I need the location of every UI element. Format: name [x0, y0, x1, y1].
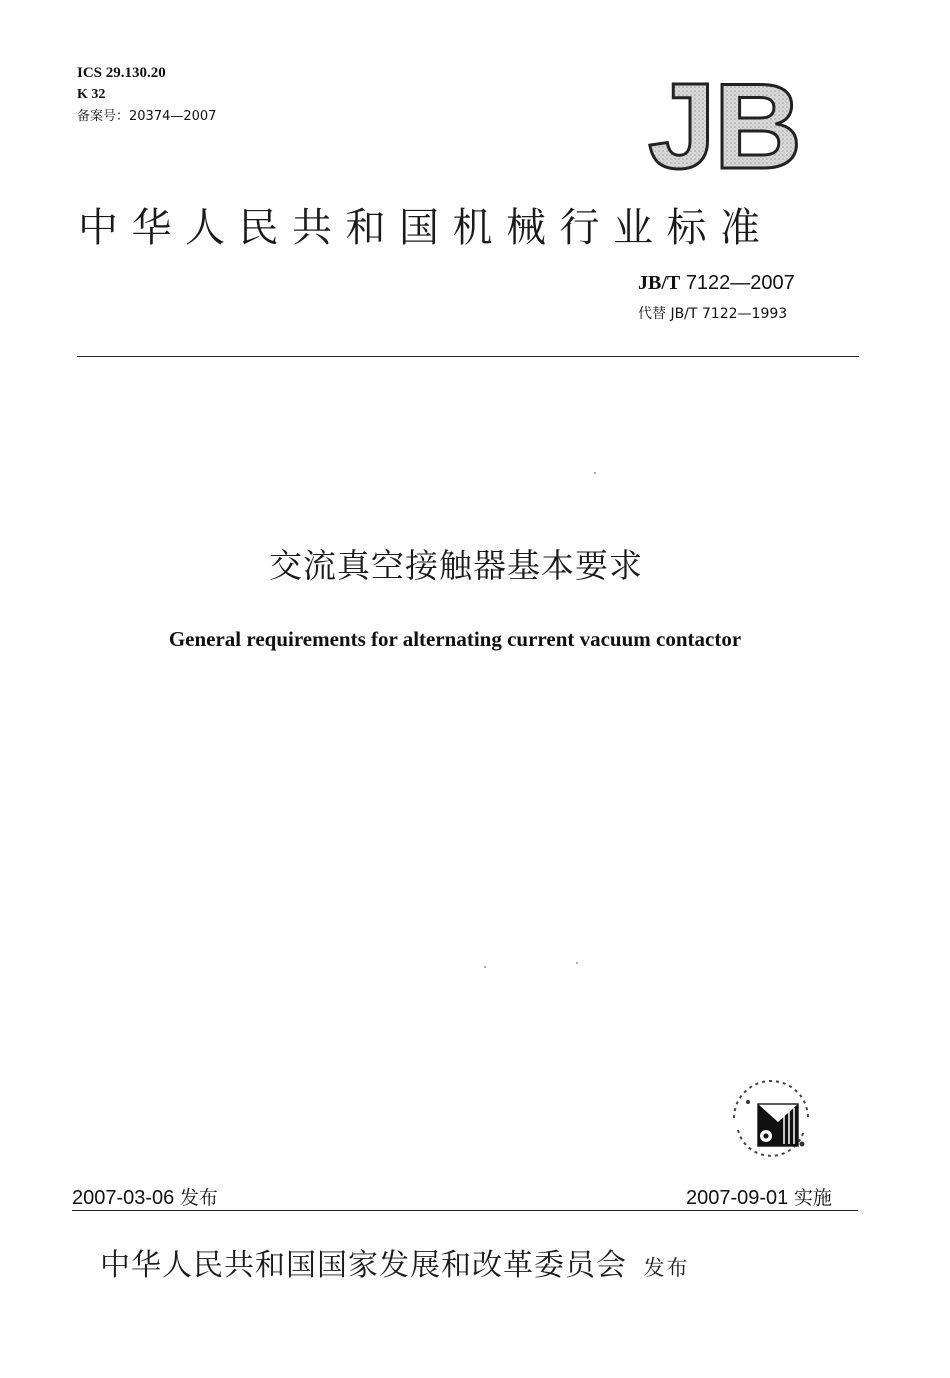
standard-code-number: 7122—2007: [685, 272, 795, 294]
issue-date-value: 2007-03-06: [72, 1187, 175, 1209]
publisher-name: 中华人民共和国国家发展和改革委员会: [100, 1248, 627, 1283]
implementation-date: [686, 1183, 832, 1210]
jb-logo: [634, 70, 814, 182]
scan-speck: [576, 962, 578, 964]
replaces-standard: 代替 JB/T 7122—1993: [638, 306, 788, 322]
implementation-date-value: 2007-09-01: [686, 1187, 789, 1209]
ccs-code: K 32: [77, 87, 106, 102]
implementation-date-suffix: 实施: [793, 1187, 832, 1209]
standard-code-prefix: JB/T: [638, 272, 681, 294]
title-chinese: 交流真空接触器基本要求: [269, 546, 643, 585]
header-divider: [77, 356, 859, 357]
logo-text: JB: [648, 70, 800, 182]
registration-number: 备案号：20374—2007: [77, 109, 217, 124]
title-english: General requirements for alternating current vacuum contactor: [168, 627, 742, 651]
publisher-seal-icon: [726, 1078, 816, 1160]
scan-speck: [484, 966, 486, 968]
standard-category-title: 中华人民共和国机械行业标准: [78, 205, 774, 251]
issue-date-suffix: 发布: [179, 1187, 218, 1209]
footer-divider: [72, 1210, 858, 1211]
publisher: [100, 1240, 690, 1284]
header-metadata: [77, 62, 216, 128]
issue-date: [72, 1183, 218, 1210]
scan-speck: [594, 472, 596, 474]
ics-code: ICS 29.130.20: [77, 65, 166, 81]
standard-code: [638, 272, 795, 295]
publisher-suffix: 发布: [643, 1256, 690, 1280]
